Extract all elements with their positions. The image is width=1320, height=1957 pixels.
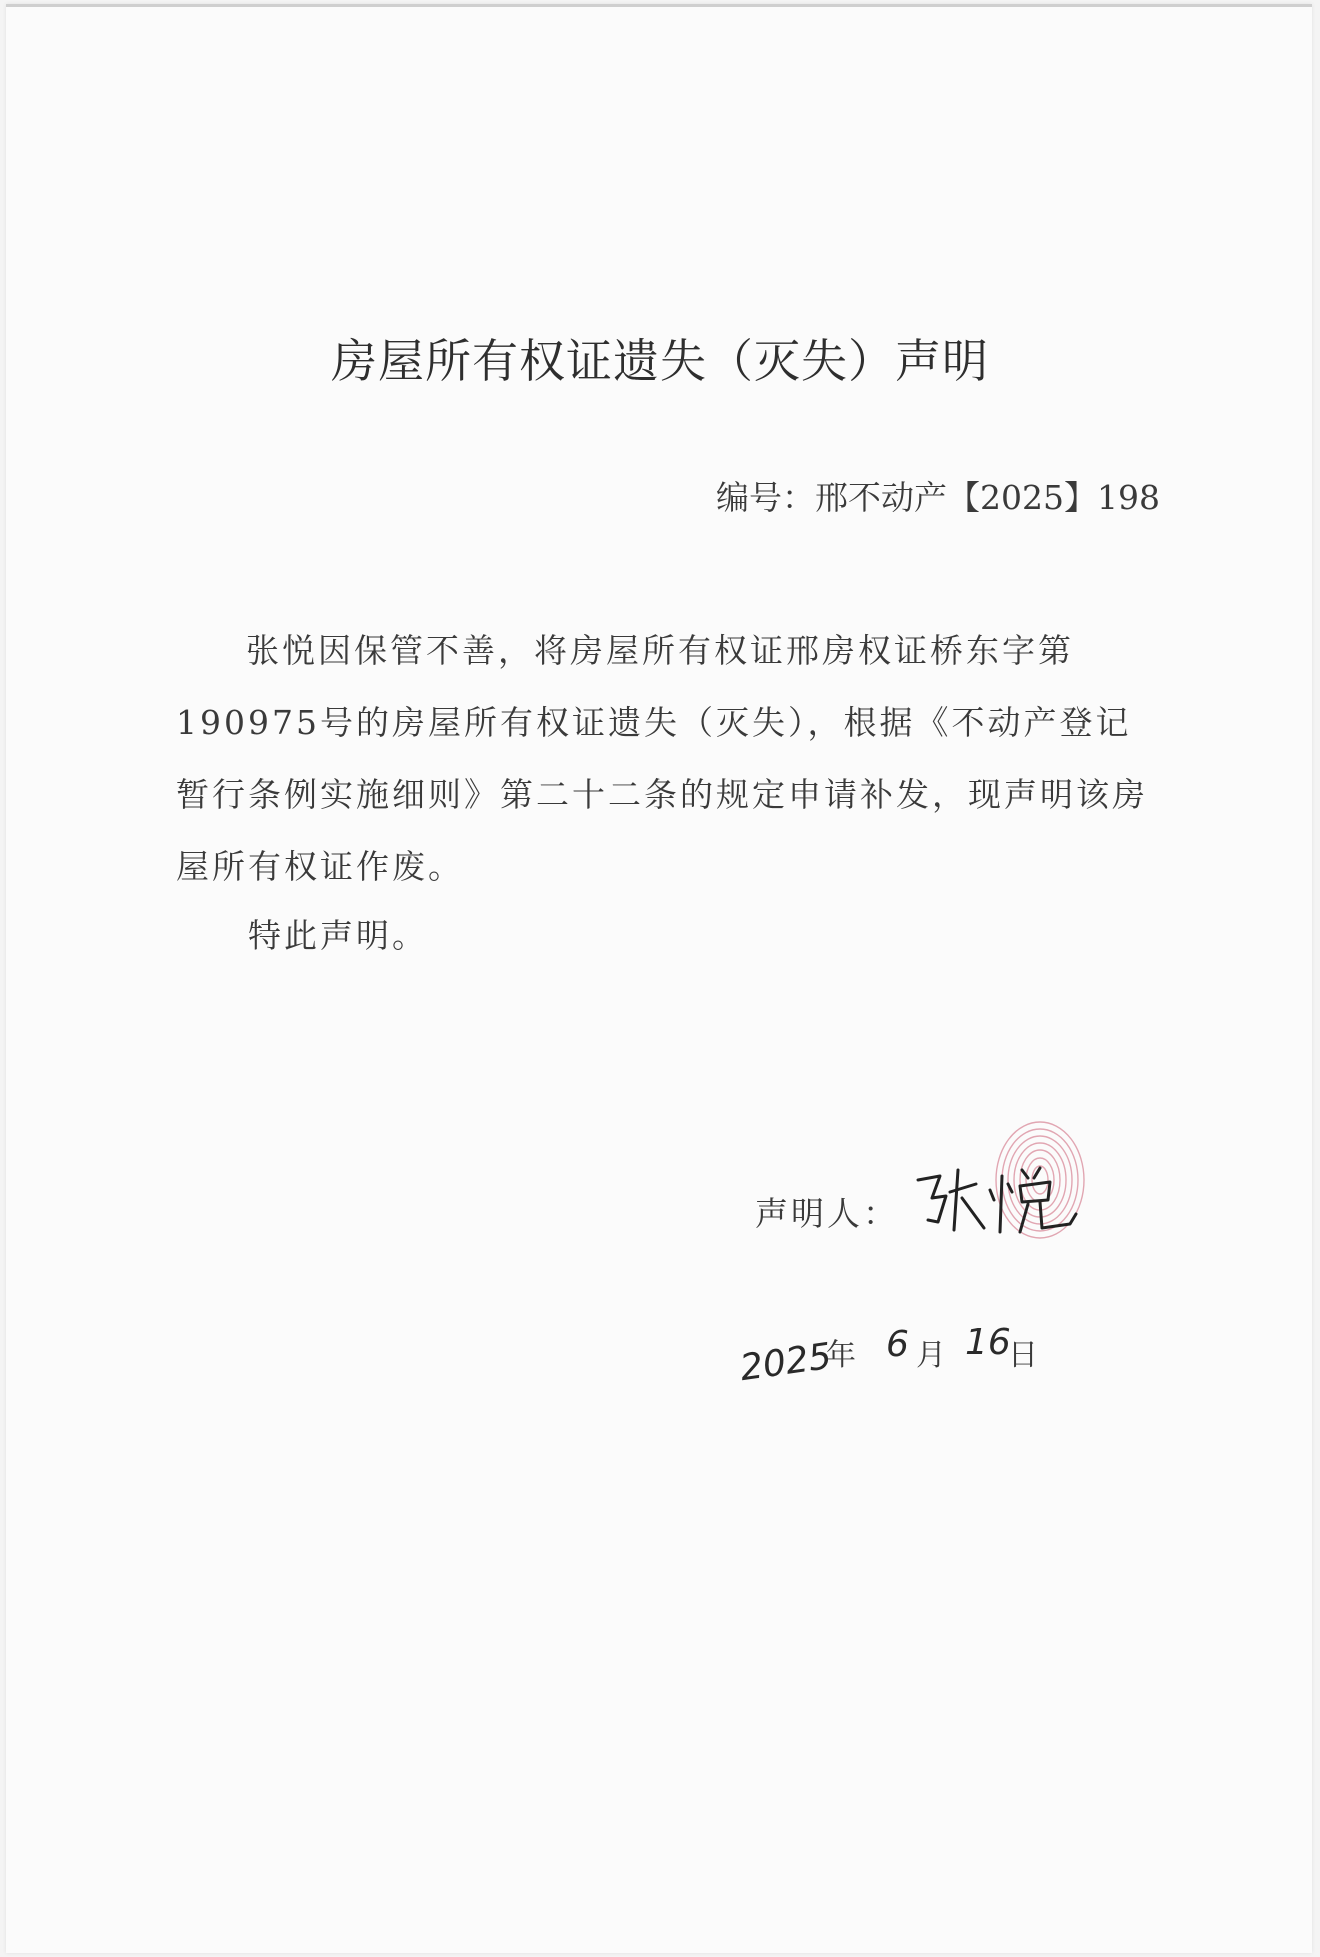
document-page [6, 4, 1312, 1953]
declaration-body [176, 615, 1162, 903]
date-day-unit: 日 [1008, 1338, 1038, 1373]
handwritten-date [737, 1320, 1060, 1400]
document-number: 编号：邢不动产【2025】198 [716, 478, 1160, 517]
date-month-unit: 月 [916, 1338, 946, 1373]
closing-statement: 特此声明。 [248, 916, 428, 955]
date-year-unit: 年 [826, 1338, 856, 1373]
date-day: 16 [965, 1322, 1011, 1363]
date-month: 6 [886, 1324, 909, 1365]
declaration-body-text: 张悦因保管不善，将房屋所有权证邢房权证桥东字第190975号的房屋所有权证遗失（灭失），根据《不动产登记暂行条例实施细则》第二十二条的规定申请补发，现声明该房屋所有权证作废。 [176, 631, 1148, 886]
handwritten-signature [910, 1140, 1090, 1250]
declarant-label: 声明人： [755, 1194, 899, 1233]
document-title: 房屋所有权证遗失（灭失）声明 [331, 334, 989, 388]
date-year: 2025 [737, 1335, 835, 1390]
